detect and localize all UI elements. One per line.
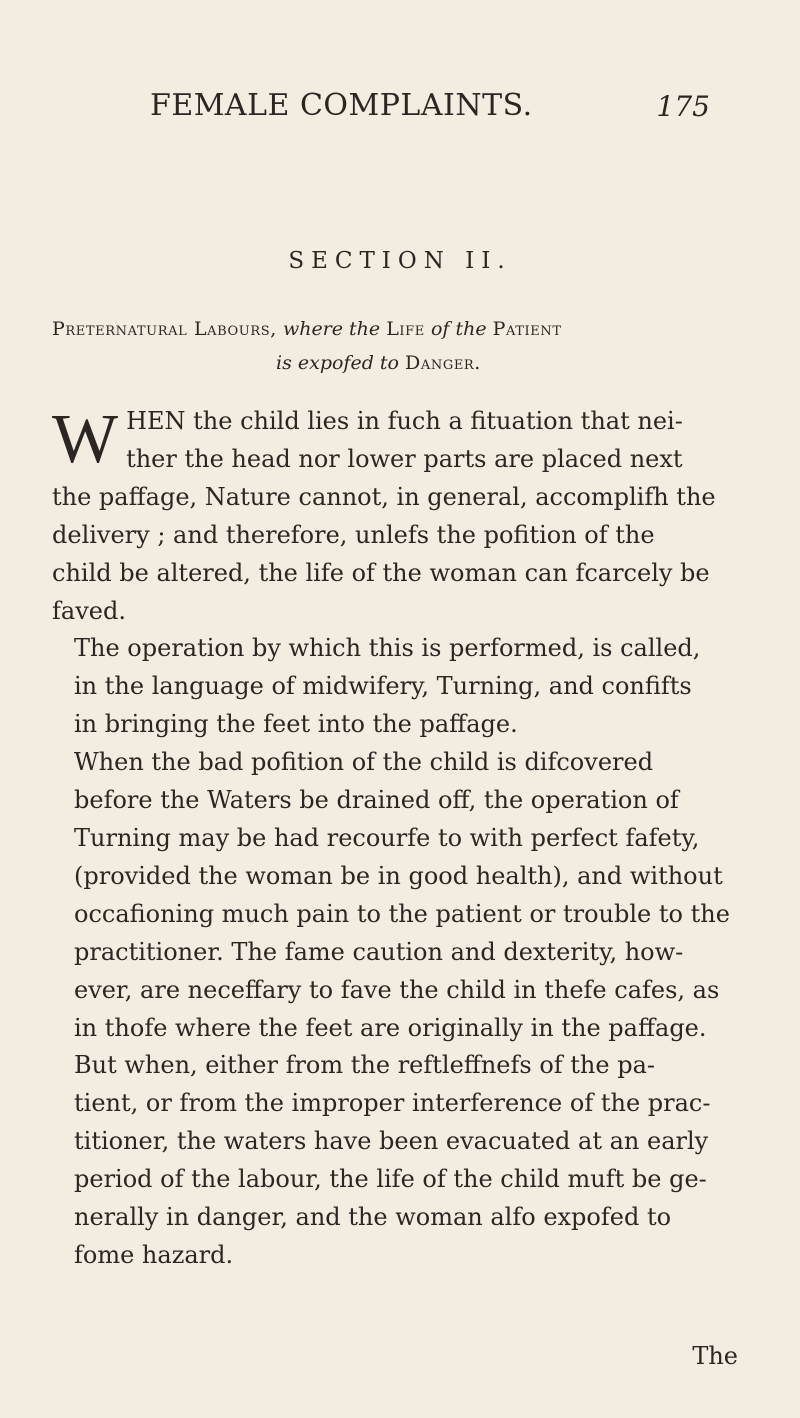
text-line: The operation by which this is performed, is called, [74,634,701,663]
text-line: in the language of midwifery, Turning, and confifts [74,672,692,701]
paragraph [52,1047,750,1274]
drop-cap: W [52,401,119,478]
text-line: practitioner. The fame caution and dexterity, how- [74,937,684,966]
text-line: in thofe where the feet are originally in the paffage. [74,1013,707,1042]
text-line: child be altered, the life of the woman can fcarcely be [52,558,710,587]
text-line: period of the labour, the life of the child muft be ge- [74,1165,707,1194]
paragraph [52,630,750,744]
text-line: HEN the child lies in fuch a fituation that nei- [126,407,683,435]
running-head [150,88,710,128]
section-subtitle [52,312,752,380]
text-line: ther the head nor lower parts are placed next [126,444,683,473]
body-text [52,403,750,1275]
text-line: before the Waters be drained off, the operation of [74,786,679,815]
text-line: tient, or from the improper interference of the prac- [74,1089,711,1118]
text-line: ever, are neceffary to fave the child in thefe cafes, as [74,975,720,1004]
subtitle-part: where the [282,318,381,340]
text-line: Turning may be had recourfe to with perfect fafety, [74,823,700,852]
subtitle-part: Preternatural Labours, [52,318,277,340]
text-line: occafioning much pain to the patient or trouble to the [74,899,730,928]
text-line: in bringing the feet into the paffage. [74,710,518,739]
section-heading: SECTION II. [288,248,512,274]
text-line: nerally in danger, and the woman alfo expofed to [74,1203,672,1232]
paragraph [52,403,750,630]
subtitle-part: Life [386,318,425,340]
text-line: delivery ; and therefore, unlefs the pofition of the [52,520,655,549]
running-title: FEMALE COMPLAINTS. [150,88,533,123]
text-line: titioner, the waters have been evacuated at an early [74,1127,709,1156]
subtitle-part: Danger. [405,352,481,374]
paragraph [52,744,750,1047]
text-line: But when, either from the reftleffnefs of the pa- [74,1051,655,1080]
text-line: fome hazard. [74,1240,234,1269]
text-line: When the bad pofition of the child is difcovered [74,748,654,777]
page-number: 175 [656,90,710,123]
catchword: The [692,1342,738,1370]
text-line: (provided the woman be in good health), and without [74,861,723,890]
text-line: faved. [52,596,126,625]
subtitle-part: is expofed to [276,352,399,374]
subtitle-part: of the [430,318,487,340]
text-line: the paffage, Nature cannot, in general, accomplifh the [52,482,716,511]
subtitle-part: Patient [492,318,562,340]
